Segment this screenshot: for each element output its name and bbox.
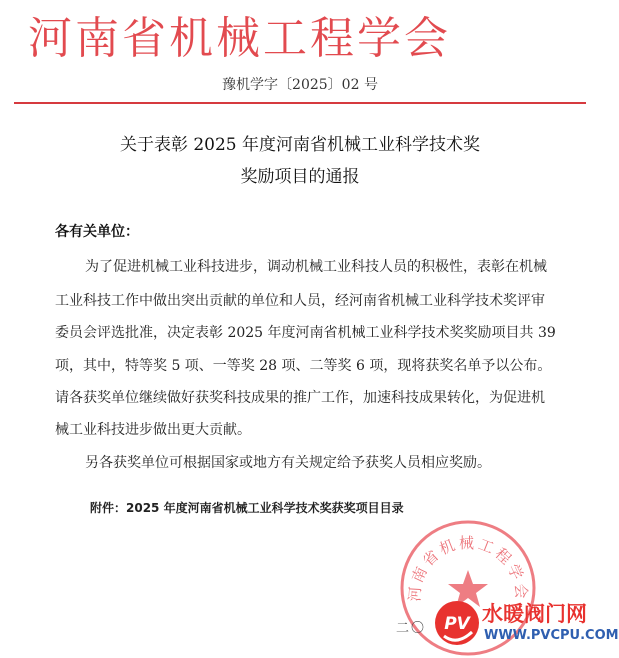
- watermark-logo-text: PV: [444, 614, 470, 634]
- body-line-6: 械工业科技进步做出更大贡献。: [55, 422, 251, 438]
- site-watermark: [432, 596, 619, 650]
- body-line-2: 工业科技工作中做出突出贡献的单位和人员，经河南省机械工业科学技术奖评审: [55, 293, 545, 309]
- body-line-5: 请各获奖单位继续做好获奖科技成果的推广工作，加速科技成果转化，为促进机: [55, 390, 545, 406]
- issue-date-partial: 二〇: [396, 621, 427, 636]
- body-line-4: 项，其中，特等奖 5 项、一等奖 28 项、二等奖 6 项，现将获奖名单予以公布。: [55, 358, 552, 374]
- letterhead-divider: [14, 102, 586, 104]
- letterhead-org-name: 河南省机械工程学会: [28, 13, 451, 64]
- body-line-7: 另各获奖单位可根据国家或地方有关规定给予获奖人员相应奖励。: [85, 455, 491, 471]
- document-title-line-1: 关于表彰 2025 年度河南省机械工业科学技术奖: [119, 135, 481, 155]
- watermark-site-url: WWW.PVCPU.COM: [484, 628, 619, 643]
- attachment-note: 附件：2025 年度河南省机械工业科学技术奖获奖项目目录: [90, 501, 404, 515]
- document-title-line-2: 奖励项目的通报: [240, 167, 360, 187]
- document-number: 豫机学字〔2025〕02 号: [222, 77, 378, 93]
- salutation: 各有关单位：: [55, 224, 139, 240]
- body-line-3: 委员会评选批准，决定表彰 2025 年度河南省机械工业科学技术奖奖励项目共 39: [55, 325, 556, 341]
- watermark-site-name: 水暖阀门网: [482, 602, 587, 626]
- watermark-logo-icon: [432, 596, 482, 650]
- seal-text: 河南省机械工程学会: [405, 534, 531, 603]
- body-line-1: 为了促进机械工业科技进步，调动机械工业科技人员的积极性，表彰在机械: [85, 259, 547, 275]
